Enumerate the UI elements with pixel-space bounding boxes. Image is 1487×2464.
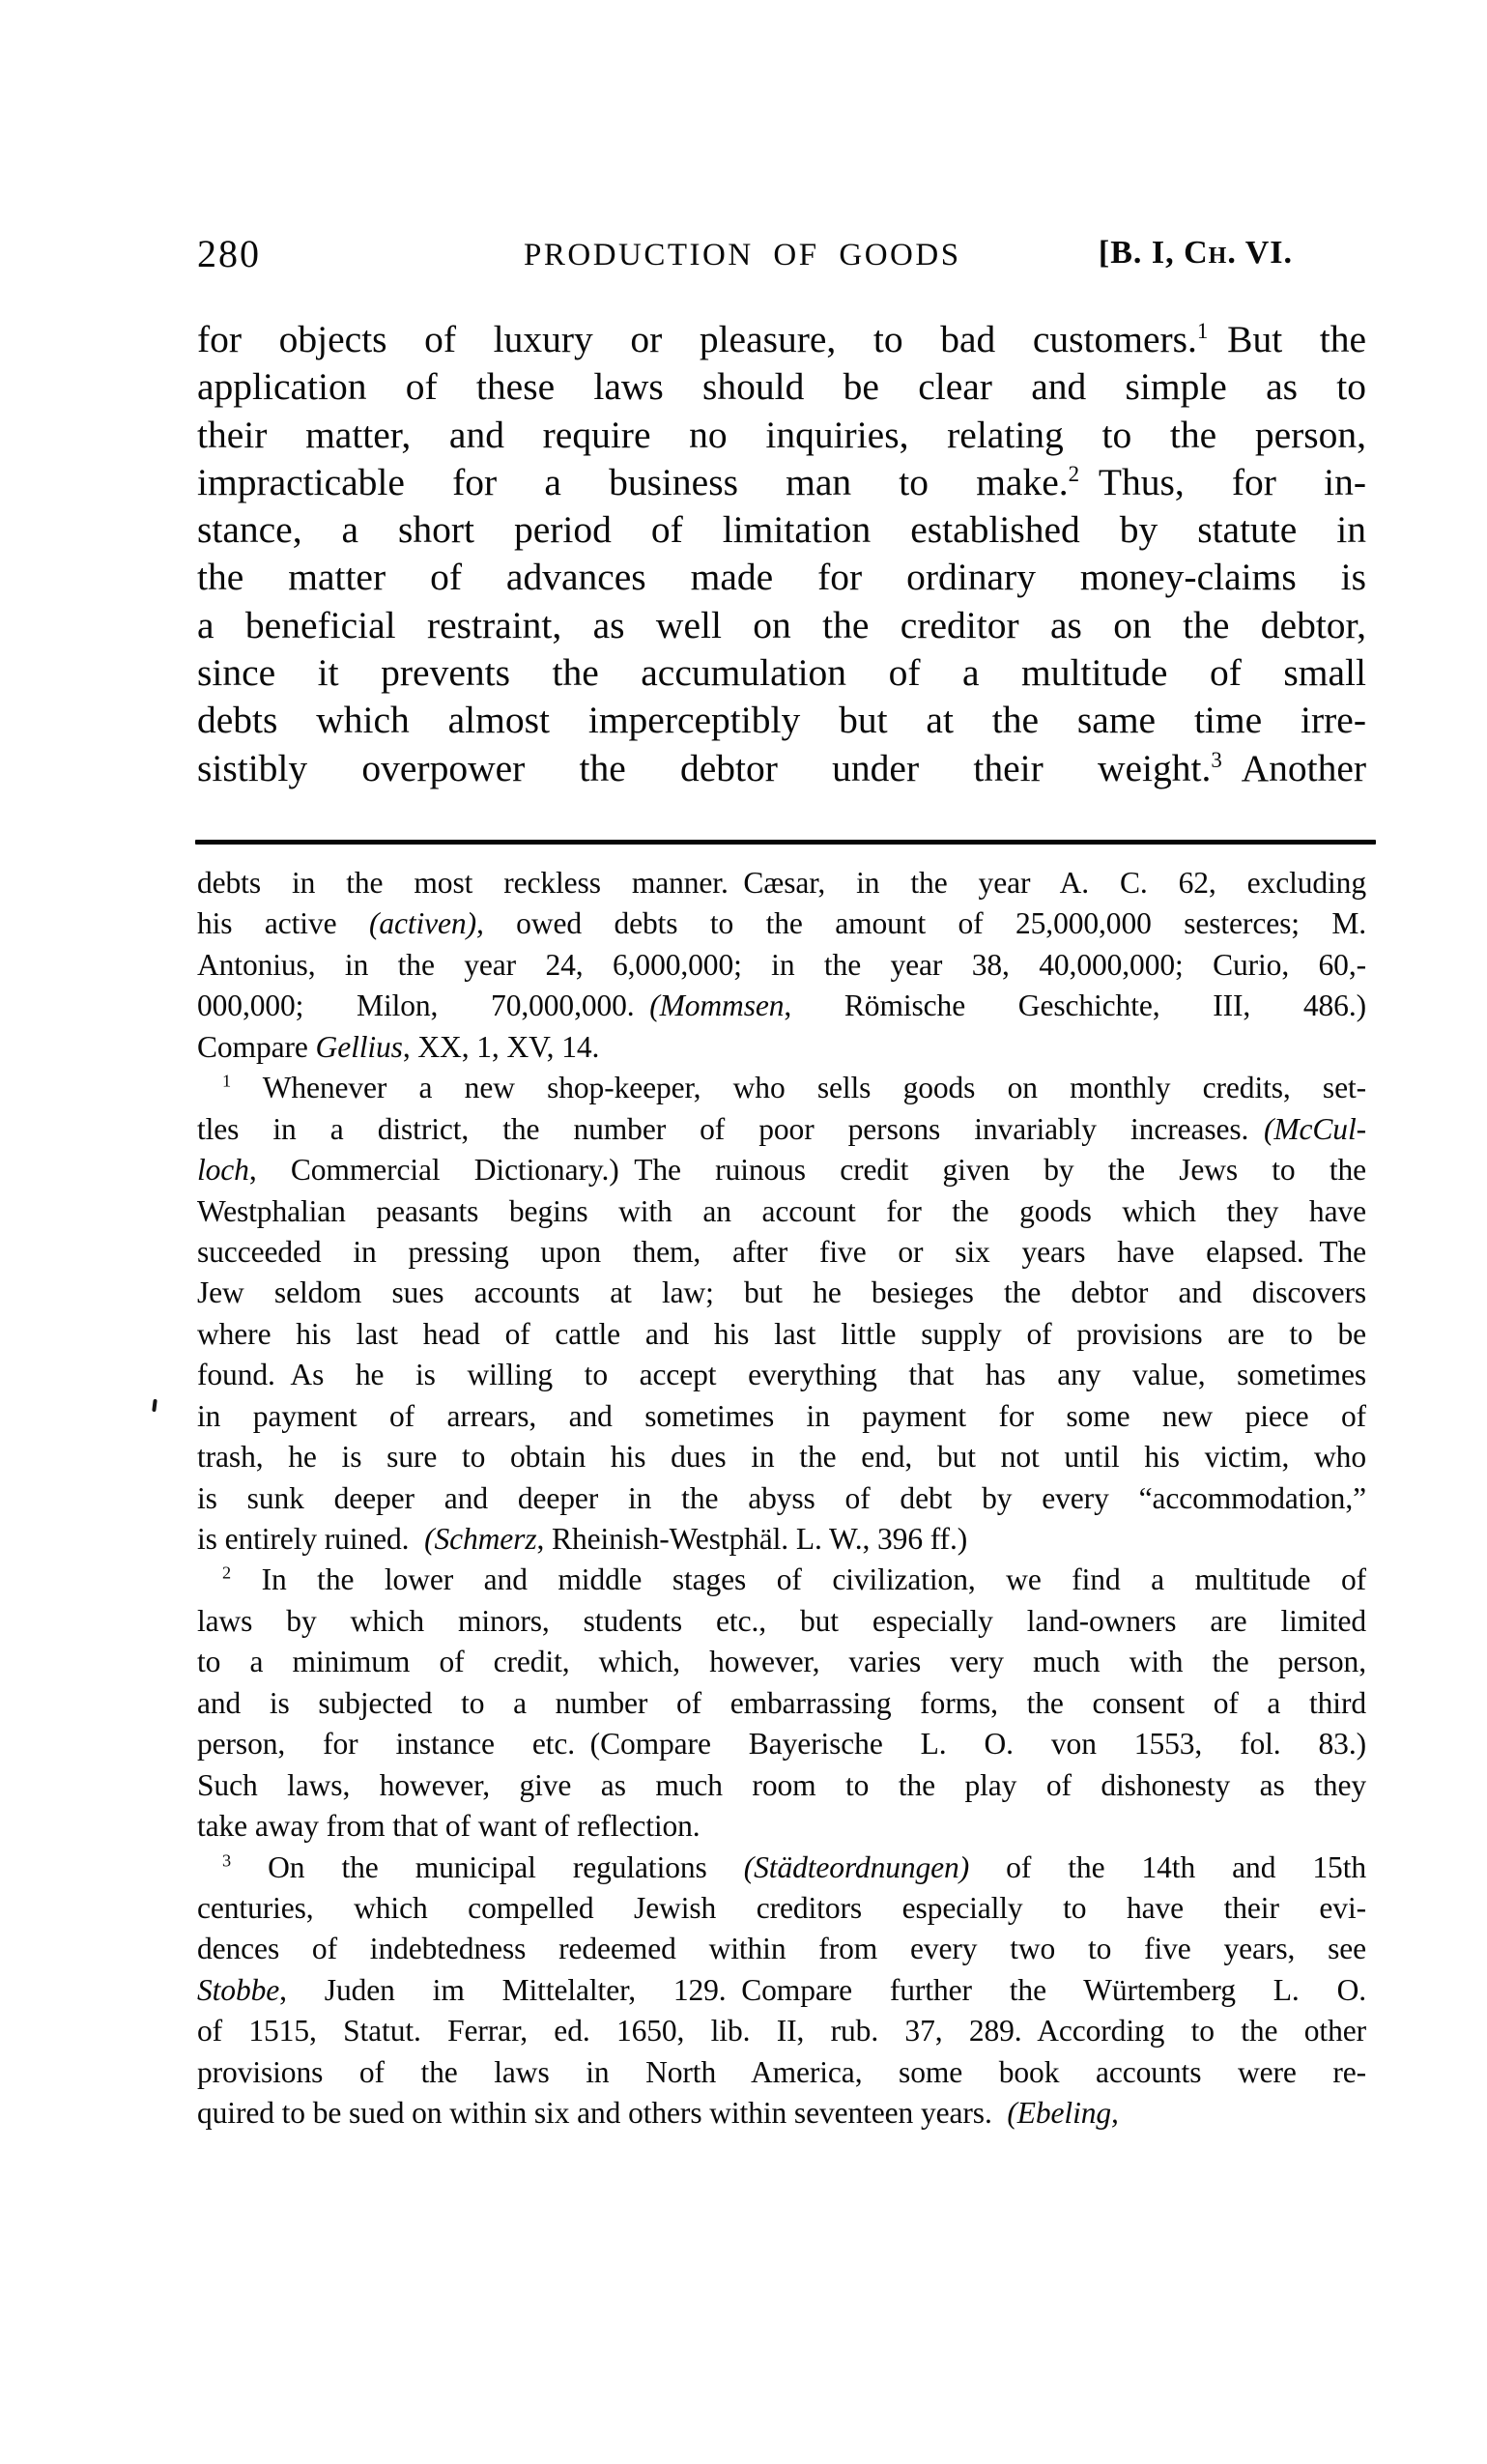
text-segment: Antonius, in the year 24, 6,000,000; in the year 38, 40,000,000; Curio, 60,- xyxy=(197,947,1366,982)
footnote-line xyxy=(197,1683,1366,1724)
footnote-line xyxy=(197,1396,1366,1437)
text-segment: , Commercial Dictionary.) The ruinous credit given by the Jews to the xyxy=(248,1153,1366,1188)
footnote-line xyxy=(197,1848,1366,1888)
footnote-line xyxy=(197,1806,1366,1847)
footnote-line xyxy=(197,1150,1366,1190)
footnote-line xyxy=(197,986,1366,1026)
footnote-line xyxy=(197,903,1366,944)
text-segment: provisions of the laws in North America, some book accounts were re- xyxy=(197,2054,1366,2089)
footnote-line xyxy=(197,1929,1366,1969)
footnote-line xyxy=(197,1314,1366,1355)
footnote-line xyxy=(197,1519,1366,1560)
text-segment: Westphalian peasants begins with an account for the goods which they have xyxy=(197,1193,1366,1228)
text-segment: laws by which minors, students etc., but especially land-owners are limited xyxy=(197,1603,1366,1638)
chapter-reference: [B. I, Ch. VI. xyxy=(1098,235,1293,271)
text-segment: centuries, which compelled Jewish creditors especially to have their evi- xyxy=(197,1890,1366,1925)
text-segment: is entirely ruined. xyxy=(197,1522,425,1556)
text-segment: where his last head of cattle and his last little supply of provisions are to be xyxy=(197,1316,1366,1351)
footnote-rule xyxy=(195,840,1376,845)
text-segment: Another xyxy=(1221,746,1366,789)
body-line xyxy=(197,649,1366,697)
text-segment: impracticable for a business man to make. xyxy=(197,460,1069,503)
text-segment: owed debts to the amount of 25,000,000 sesterces; M. xyxy=(483,906,1366,941)
text-segment: the matter of advances made for ordinary money-claims is xyxy=(197,556,1366,599)
italic-citation: loch xyxy=(197,1153,249,1188)
text-segment: dences of indebtedness redeemed within from every two to five years, see xyxy=(197,1932,1366,1966)
body-line xyxy=(197,363,1366,411)
footnote-line xyxy=(197,1478,1366,1519)
footnote-line xyxy=(197,1191,1366,1232)
text-segment: trash, he is sure to obtain his dues in the end, but not until his victim, who xyxy=(197,1440,1366,1475)
footnote-line xyxy=(197,1232,1366,1273)
footnote-line xyxy=(197,1970,1366,2011)
footnote-line xyxy=(197,863,1366,903)
text-segment: person, for instance etc. (Compare Bayerische L. O. von 1553, fol. 83.) xyxy=(197,1727,1366,1762)
footnote-line xyxy=(197,1642,1366,1682)
text-segment: But the xyxy=(1208,318,1366,360)
text-segment: Thus, for in- xyxy=(1079,460,1366,503)
footnote-line xyxy=(197,2052,1366,2093)
footnotes-block xyxy=(197,863,1366,2135)
body-line xyxy=(197,506,1366,554)
page-number: 280 xyxy=(197,232,261,275)
footnote-line xyxy=(197,2093,1366,2134)
text-segment: , Juden im Mittelalter, 129. Compare further the Würtemberg L. O. xyxy=(279,1972,1366,2007)
text-segment: is sunk deeper and deeper in the abyss of debt by every “accommodation,” xyxy=(197,1480,1366,1515)
footnote-line xyxy=(197,1888,1366,1929)
text-segment: Whenever a new shop-keeper, who sells goods on monthly credits, set- xyxy=(231,1071,1366,1105)
body-line xyxy=(197,412,1366,459)
text-segment: their matter, and require no inquiries, relating to the person, xyxy=(197,413,1366,456)
footnote-line xyxy=(197,1273,1366,1313)
text-segment: debts which almost imperceptibly but at the same time irre- xyxy=(197,699,1366,742)
text-segment: take away from that of want of reflection. xyxy=(197,1809,701,1844)
text-segment: found. As he is willing to accept everything that has any value, sometimes xyxy=(197,1358,1366,1392)
footnote-line xyxy=(197,1068,1366,1108)
text-segment: succeeded in pressing upon them, after five or six years have elapsed. The xyxy=(197,1234,1366,1269)
footnote-line xyxy=(197,1027,1366,1068)
body-line xyxy=(197,459,1366,506)
body-line xyxy=(197,316,1366,363)
footnote-marker: 3 xyxy=(222,1850,232,1870)
footnote-marker: 1 xyxy=(222,1071,232,1091)
text-segment: for objects of luxury or pleasure, to bad customers. xyxy=(197,318,1197,360)
scan-artifact xyxy=(152,1399,157,1412)
body-line xyxy=(197,602,1366,649)
text-segment: to a minimum of credit, which, however, varies very much with the person, xyxy=(197,1645,1366,1679)
text-segment: debts in the most reckless manner. Cæsar, in the year A. C. 62, excluding xyxy=(197,866,1366,900)
text-segment: Compare xyxy=(197,1029,316,1064)
text-segment: stance, a short period of limitation established by statute in xyxy=(197,508,1366,552)
footnote-line xyxy=(197,945,1366,986)
text-segment: sistibly overpower the debtor under their weight. xyxy=(197,746,1212,789)
italic-citation: (Schmerz xyxy=(424,1522,537,1556)
text-segment: of 1515, Statut. Ferrar, ed. 1650, lib. II, rub. 37, 289. According to the other xyxy=(197,2014,1366,2049)
text-segment: , XX, 1, XV, 14. xyxy=(402,1029,600,1064)
footnote-marker: 2 xyxy=(222,1562,232,1583)
body-line xyxy=(197,554,1366,601)
text-segment: , Römische Geschichte, III, 486.) xyxy=(784,988,1366,1023)
italic-citation: Stobbe xyxy=(197,1972,280,2007)
text-segment: in payment of arrears, and sometimes in payment for some new piece of xyxy=(197,1398,1366,1433)
text-segment: his active xyxy=(197,906,369,941)
italic-citation: (Städteordnungen) xyxy=(743,1849,970,1884)
footnote-line xyxy=(197,1560,1366,1600)
text-segment: since it prevents the accumulation of a multitude of small xyxy=(197,651,1366,695)
main-paragraph xyxy=(197,316,1366,792)
running-title: PRODUCTION OF GOODS xyxy=(524,238,961,272)
text-segment: and is subjected to a number of embarrassing forms, the consent of a third xyxy=(197,1685,1366,1720)
running-head xyxy=(197,232,1366,277)
italic-citation: (Ebeling, xyxy=(1007,2096,1119,2131)
italic-citation: (activen), xyxy=(368,906,484,941)
text-segment: On the municipal regulations xyxy=(231,1849,744,1884)
footnote-line xyxy=(197,1355,1366,1395)
italic-citation: Gellius xyxy=(315,1029,403,1064)
text-segment: , Rheinish-Westphäl. L. W., 396 ff.) xyxy=(536,1522,968,1556)
text-segment: Jew seldom sues accounts at law; but he besieges the debtor and discovers xyxy=(197,1275,1366,1310)
italic-citation: (Mommsen xyxy=(649,988,785,1023)
text-segment: Such laws, however, give as much room to the play of dishonesty as they xyxy=(197,1767,1366,1802)
text-segment: quired to be sued on within six and others within seventeen years. xyxy=(197,2096,1008,2131)
text-segment: In the lower and middle stages of civilization, we find a multitude of xyxy=(231,1562,1366,1597)
text-segment: 000,000; Milon, 70,000,000. xyxy=(197,988,650,1023)
footnote-line xyxy=(197,1765,1366,1806)
body-line xyxy=(197,745,1366,792)
footnote-line xyxy=(197,1109,1366,1150)
italic-citation: (McCul- xyxy=(1263,1111,1366,1146)
footnote-line xyxy=(197,1437,1366,1477)
body-line xyxy=(197,697,1366,744)
footnote-marker: 3 xyxy=(1211,747,1222,772)
text-segment: tles in a district, the number of poor persons invariably increases. xyxy=(197,1111,1264,1146)
text-segment: a beneficial restraint, as well on the creditor as on the debtor, xyxy=(197,603,1366,646)
footnote-marker: 1 xyxy=(1196,318,1209,343)
footnote-line xyxy=(197,2011,1366,2051)
footnote-line xyxy=(197,1724,1366,1764)
text-segment: application of these laws should be clear and simple as to xyxy=(197,365,1366,409)
text-segment: of the 14th and 15th xyxy=(969,1849,1366,1884)
footnote-marker: 2 xyxy=(1068,461,1080,486)
footnote-line xyxy=(197,1601,1366,1642)
